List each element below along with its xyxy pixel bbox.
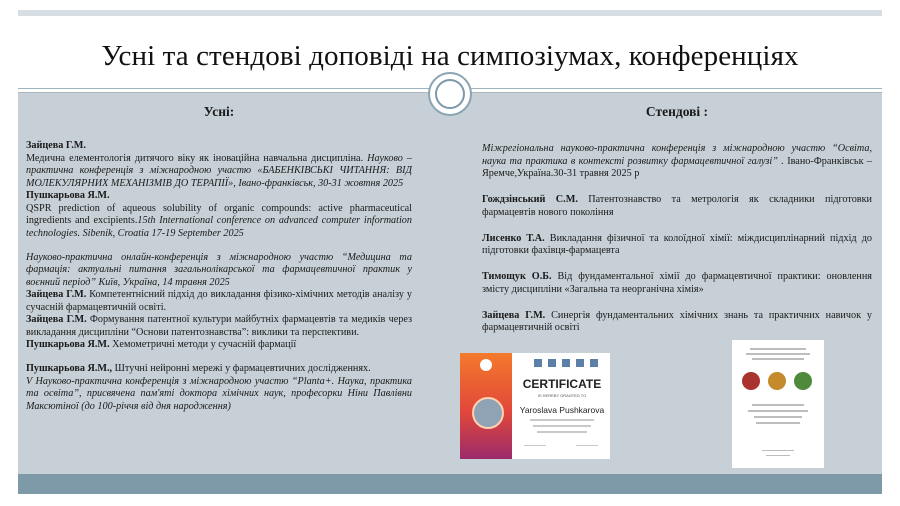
institute-seal-icon [794, 372, 812, 390]
poster-entry-3 [482, 271, 872, 297]
oral-conference-3: Науково-практична онлайн-конференція з міжнародною участю “Медицина та фармація: актуальні питання загальнолікарської та фармацевтичної практик у воєнний період” Київ, Україна, 14 травня 2025 [26, 251, 412, 288]
program-header-line [752, 358, 804, 360]
slide-title: Усні та стендові доповіді на симпозіумах, конференціях [101, 40, 799, 72]
poster-entry-1-author: Гождзінський С.М. [482, 194, 578, 206]
poster-conference-title: Міжрегіональна науково-практична конференція з міжнародною участю “Освіта, наука та практика в контексті розвитку фармацевтичної галузі” . [482, 142, 872, 167]
program-title-line [748, 410, 808, 412]
poster-entry-4-author: Зайцева Г.М. [482, 309, 546, 321]
oral-entry-6-conference: V Науково-практична конференція з міжнародною участю “Planta+. Наука, практика та освіта”, присвячена пам'яті доктора хімічних наук, професорки Ніни Павлівни Максютіної (до 100-річчя від дня народження) [26, 375, 412, 412]
bottom-bar [18, 474, 882, 494]
oral-entry-6-title: Штучні нейронні мережі у фармацевтичних дослідженнях. [112, 363, 371, 375]
certificate-image [460, 353, 610, 459]
university-seal-icon [742, 372, 760, 390]
oral-entry-3-author: Зайцева Г.М. [26, 289, 87, 301]
spacer [26, 351, 412, 363]
program-header-line [750, 348, 806, 350]
oral-entry-3-title: Компетентнісний підхід до викладання фізико-хімічних методів аналізу у сучасній фармацевтичній освіті. [26, 289, 412, 313]
program-title-line [754, 416, 802, 418]
poster-conference-place: Івано-Франківськ – Яремче,Україна.30-31 травня 2025 р [482, 155, 873, 180]
oral-entry-2-title: QSPR prediction of aqueous solubility of organic compounds: active pharmaceutical ingredients and excipients. [26, 202, 412, 227]
poster-entry-4-title: Синергія фундаментальних хімічних знань та практичних навичок у фармацевтичній освіті [482, 309, 872, 334]
oral-entry-1-author: Зайцева Г.М. [26, 140, 86, 152]
oral-entry-4 [26, 314, 412, 339]
sponsor-logos-icon [534, 359, 604, 367]
poster-reports-column [482, 104, 872, 348]
poster-entry-4 [482, 310, 872, 336]
oral-entry-5 [26, 339, 412, 351]
oral-entry-4-author: Зайцева Г.М. [26, 314, 87, 326]
spacer [26, 240, 412, 252]
certificate-text-line [530, 419, 594, 421]
oral-entry-3 [26, 289, 412, 314]
oral-entry-1-conference: Науково –практична конференція з міжнародною участю «БАБЕНКІВСЬКІ ЧИТАННЯ: ВІД МОЛЕКУЛЯРНИХ МЕХАНІЗМІВ ДО ТЕРАПІЇ», Івано-франківськ, 30-31 жовтня 2025 [26, 152, 412, 189]
circle-ornament-icon [428, 72, 472, 116]
conference-program-image [732, 340, 824, 468]
oral-entry-6-author: Пушкарьова Я.М., [26, 363, 113, 375]
oral-entry-5-author: Пушкарьова Я.М. [26, 339, 110, 351]
oral-entry-4-title: Формування патентної культури майбутніх фармацевтів та медиків через викладання дисципліни “Основи патентознавства”: виклики та перспективи. [26, 314, 412, 338]
poster-entry-3-author: Тимощук О.Б. [482, 271, 552, 283]
certificate-text-line [537, 431, 587, 433]
oral-entry-2-author: Пушкарьова Я.М. [26, 190, 110, 202]
oral-reports-column [26, 104, 412, 470]
certificate-name: Yaroslava Pushkarova [519, 405, 605, 415]
title-top-strip [18, 10, 882, 16]
certificate-document [514, 353, 610, 459]
poster-entry-1-title: Патентознавство та метрологія як складники підготовки фармацевтів нового покоління [482, 194, 873, 218]
oral-entry-1-title: Медична елементологія дитячого віку як іноваційна навчальна дисципліна. [26, 152, 364, 164]
poster-entry-1 [482, 194, 872, 220]
certificate-word: CERTIFICATE [522, 377, 602, 391]
signature-line [524, 445, 546, 446]
conference-book-cover [460, 353, 512, 459]
oral-entry-6 [26, 363, 412, 413]
program-header-line [746, 353, 810, 355]
program-footer-line [762, 450, 794, 451]
program-footer-line [766, 455, 790, 456]
certificate-text-line [533, 425, 591, 427]
poster-entry-2-title: Викладання фізичної та колоїдної хімії: міждисциплінарний підхід до підготовки фахівця-фармацевта [482, 232, 872, 257]
oral-entry-2 [26, 190, 412, 240]
poster-entry-3-title: Від фундаментальної хімії до фармацевтичної практики: оновлення змісту дисципліни «Загальна та неорганічна хімія» [482, 271, 872, 295]
ornament-ring [435, 79, 465, 109]
poster-conference [482, 143, 872, 181]
poster-entry-2 [482, 233, 872, 259]
signature-line [576, 445, 598, 446]
certificate-subtitle: IS HEREBY GRANTED TO [537, 393, 587, 398]
cover-logo-icon [480, 359, 492, 371]
academy-seal-icon [768, 372, 786, 390]
oral-heading: Усні: [203, 104, 235, 119]
program-title-line [756, 422, 800, 424]
cover-globe-icon [472, 397, 504, 429]
program-title-line [752, 404, 804, 406]
oral-entry-1 [26, 140, 412, 190]
oral-entry-2-conference: 15th International conference on advanced computer information technologies. Sibenik, Croatia 17-19 September 2025 [26, 215, 412, 239]
poster-heading: Стендові : [645, 104, 709, 119]
poster-entry-2-author: Лисенко Т.А. [482, 232, 545, 244]
oral-entry-5-title: Хемометричні методи у сучасній фармації [109, 339, 297, 351]
